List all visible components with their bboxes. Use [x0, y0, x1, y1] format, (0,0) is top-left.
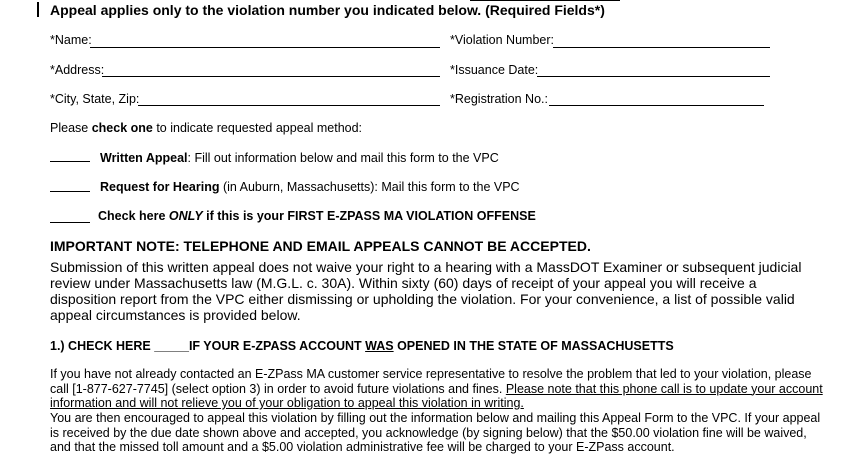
- first-offense-only: ONLY: [168, 209, 203, 223]
- instruction-post: to indicate requested appeal method:: [152, 121, 363, 135]
- address-label: *Address:: [50, 63, 105, 77]
- instruction-bold: check one: [91, 121, 153, 135]
- appeal-method-instruction: [50, 121, 362, 135]
- hearing-request-bold: Request for Hearing: [100, 180, 220, 194]
- name-field-line[interactable]: [90, 47, 440, 48]
- section1-check-blank[interactable]: _____: [154, 339, 189, 353]
- issuance-date-field-line[interactable]: [537, 76, 770, 77]
- required-fields-header: Appeal applies only to the violation number you indicated below. (Required Fields*): [50, 2, 605, 18]
- city-state-zip-field-line[interactable]: [138, 105, 440, 106]
- important-note-paragraph: Submission of this written appeal does not waive your right to a hearing with a MassDOT Examiner or subsequent judicial review under Massachusetts law (M.G.L. c. 30A). Within sixty (60) days of receipt of your appeal you will receive a disposition report from the VPC either dismissing or upholding the violation. For your convenience, a list of possible valid appeal circumstances is provided below.: [50, 259, 802, 323]
- section1-p1-underlined: Please note that this phone call is to update your account information and will not relieve you of your obligation to appeal this violation in writing.: [50, 381, 823, 410]
- first-offense-post: if this is your FIRST E-ZPASS MA VIOLATION OFFENSE: [202, 209, 536, 223]
- written-appeal-rest: : Fill out information below and mail this form to the VPC: [187, 151, 499, 165]
- section1-p1-text: If you have not already contacted an E-ZPass MA customer service representative to resolve the problem that led to your violation, please call [1-877-627-7745] (select option 3) in order to avoid future violations and fines.: [50, 367, 812, 396]
- section1-heading: [50, 339, 674, 353]
- hearing-request-check-blank[interactable]: [50, 191, 90, 192]
- instruction-pre: Please: [50, 121, 92, 135]
- section1-paragraph-1: [50, 367, 830, 411]
- hearing-request-option: [100, 180, 520, 194]
- first-offense-pre: Check here: [98, 209, 169, 223]
- section1-was: WAS: [365, 339, 394, 353]
- violation-number-field-line[interactable]: [553, 47, 770, 48]
- section1-paragraph-2: You are then encouraged to appeal this violation by filling out the information below and mailing this Appeal Form to the VPC. If your appeal is received by the due date shown above and accepted, you acknowledge (by signing below) that the $50.00 violation fine will be waived, and that the missed toll amount and a $5.00 violation administrative fee will be charged to your E-ZPass account.: [50, 411, 821, 454]
- hearing-request-rest: (in Auburn, Massachusetts): Mail this form to the VPC: [219, 180, 520, 194]
- written-appeal-option: [100, 151, 499, 165]
- text-cursor: [37, 2, 39, 17]
- city-state-zip-label: *City, State, Zip:: [50, 92, 140, 106]
- name-label: *Name:: [50, 33, 92, 47]
- important-note-title: IMPORTANT NOTE: TELEPHONE AND EMAIL APPEALS CANNOT BE ACCEPTED.: [50, 238, 591, 254]
- registration-no-field-line[interactable]: [549, 105, 764, 106]
- written-appeal-bold: Written Appeal: [100, 151, 188, 165]
- first-offense-check-blank[interactable]: [50, 222, 90, 223]
- section1-mid: IF YOUR E-ZPASS ACCOUNT: [188, 339, 366, 353]
- registration-no-label: *Registration No.:: [450, 92, 548, 106]
- written-appeal-check-blank[interactable]: [50, 161, 90, 162]
- first-offense-option: [98, 209, 536, 223]
- address-field-line[interactable]: [102, 76, 440, 77]
- issuance-date-label: *Issuance Date:: [450, 63, 539, 77]
- top-rule: [470, 0, 620, 1]
- section1-pre: 1.) CHECK HERE: [50, 339, 155, 353]
- violation-number-label: *Violation Number:: [450, 33, 554, 47]
- section1-post: OPENED IN THE STATE OF MASSACHUSETTS: [393, 339, 674, 353]
